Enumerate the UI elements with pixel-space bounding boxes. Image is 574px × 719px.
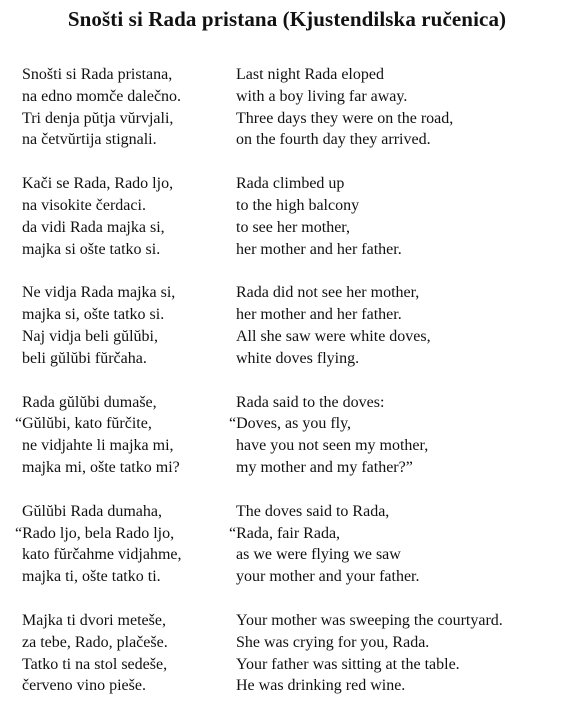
english-line: She was crying for you, Rada. bbox=[236, 633, 430, 651]
bulgarian-line: “Gŭlŭbi, kato fŭrčite, bbox=[15, 415, 152, 433]
english-line: Your father was sitting at the table. bbox=[236, 655, 460, 673]
bulgarian-line: kato fŭrčahme vidjahme, bbox=[22, 546, 182, 564]
english-stanza bbox=[236, 64, 572, 151]
bulgarian-stanza bbox=[15, 501, 232, 588]
bulgarian-line: červeno vino pieše. bbox=[22, 677, 146, 695]
english-line: to see her mother, bbox=[236, 218, 350, 236]
english-line: your mother and your father. bbox=[236, 568, 420, 586]
page-title: Snošti si Rada pristana (Kjustendilska ručenica) bbox=[67, 7, 507, 31]
bulgarian-line: majka mi, ošte tatko mi? bbox=[22, 458, 180, 476]
english-stanza bbox=[229, 501, 572, 588]
english-line: He was drinking red wine. bbox=[236, 677, 406, 695]
bulgarian-stanza bbox=[22, 64, 232, 151]
bulgarian-stanza bbox=[22, 610, 232, 697]
bulgarian-line: Kači se Rada, Rado ljo, bbox=[22, 175, 174, 193]
bulgarian-line: Snošti si Rada pristana, bbox=[22, 66, 173, 83]
english-line: All she saw were white doves, bbox=[236, 327, 431, 345]
english-line: Rada did not see her mother, bbox=[236, 284, 420, 302]
english-line: have you not seen my mother, bbox=[236, 437, 429, 455]
bulgarian-stanza bbox=[22, 173, 232, 260]
english-line: my mother and my father?” bbox=[236, 458, 413, 476]
english-line: The doves said to Rada, bbox=[236, 502, 390, 520]
english-line: Your mother was sweeping the courtyard. bbox=[236, 611, 503, 629]
english-line: Rada said to the doves: bbox=[236, 393, 385, 411]
english-line: Three days they were on the road, bbox=[236, 109, 454, 127]
english-stanza bbox=[236, 173, 572, 260]
bulgarian-stanza bbox=[22, 282, 232, 369]
bulgarian-line: Naj vidja beli gŭlŭbi, bbox=[22, 327, 158, 345]
bulgarian-line: na visokite čerdaci. bbox=[22, 196, 146, 214]
bulgarian-column bbox=[15, 64, 232, 719]
english-line: Rada climbed up bbox=[236, 175, 345, 193]
bulgarian-line: Majka ti dvori meteše, bbox=[22, 611, 166, 629]
bulgarian-line: Tri denja pŭtja vŭrvjali, bbox=[22, 109, 174, 127]
english-line: her mother and her father. bbox=[236, 240, 402, 258]
bulgarian-line: “Rado ljo, bela Rado ljo, bbox=[15, 524, 175, 542]
bulgarian-line: za tebe, Rado, plačeše. bbox=[22, 633, 168, 651]
bulgarian-stanza bbox=[15, 392, 232, 479]
english-stanza bbox=[236, 610, 572, 697]
bulgarian-line: majka si, ošte tatko si. bbox=[22, 306, 165, 324]
bulgarian-line: majka ti, ošte tatko ti. bbox=[22, 568, 161, 586]
bulgarian-line: Tatko ti na stol sedeše, bbox=[22, 655, 168, 673]
english-line: as we were flying we saw bbox=[236, 546, 401, 564]
bulgarian-line: da vidi Rada majka si, bbox=[22, 218, 165, 236]
english-line: white doves flying. bbox=[236, 349, 360, 367]
bulgarian-line: ne vidjahte li majka mi, bbox=[22, 437, 174, 455]
english-column bbox=[229, 64, 572, 719]
english-line: to the high balcony bbox=[236, 196, 360, 214]
english-line: “Rada, fair Rada, bbox=[229, 524, 341, 542]
english-stanza bbox=[229, 392, 572, 479]
english-line: her mother and her father. bbox=[236, 306, 402, 324]
english-line: on the fourth day they arrived. bbox=[236, 131, 431, 149]
bulgarian-line: na četvŭrtija stignali. bbox=[22, 131, 157, 149]
bulgarian-line: Gŭlŭbi Rada dumaha, bbox=[22, 502, 162, 520]
bulgarian-line: Rada gŭlŭbi dumaše, bbox=[22, 393, 157, 411]
english-line: “Doves, as you fly, bbox=[229, 415, 352, 433]
bulgarian-line: beli gŭlŭbi fŭrčaha. bbox=[22, 349, 147, 367]
bulgarian-line: majka si ošte tatko si. bbox=[22, 240, 161, 258]
english-line: Last night Rada eloped bbox=[236, 66, 384, 83]
bulgarian-line: na edno momče dalečno. bbox=[22, 87, 182, 105]
english-line: with a boy living far away. bbox=[236, 87, 408, 105]
bulgarian-line: Ne vidja Rada majka si, bbox=[22, 284, 176, 302]
english-stanza bbox=[236, 282, 572, 369]
